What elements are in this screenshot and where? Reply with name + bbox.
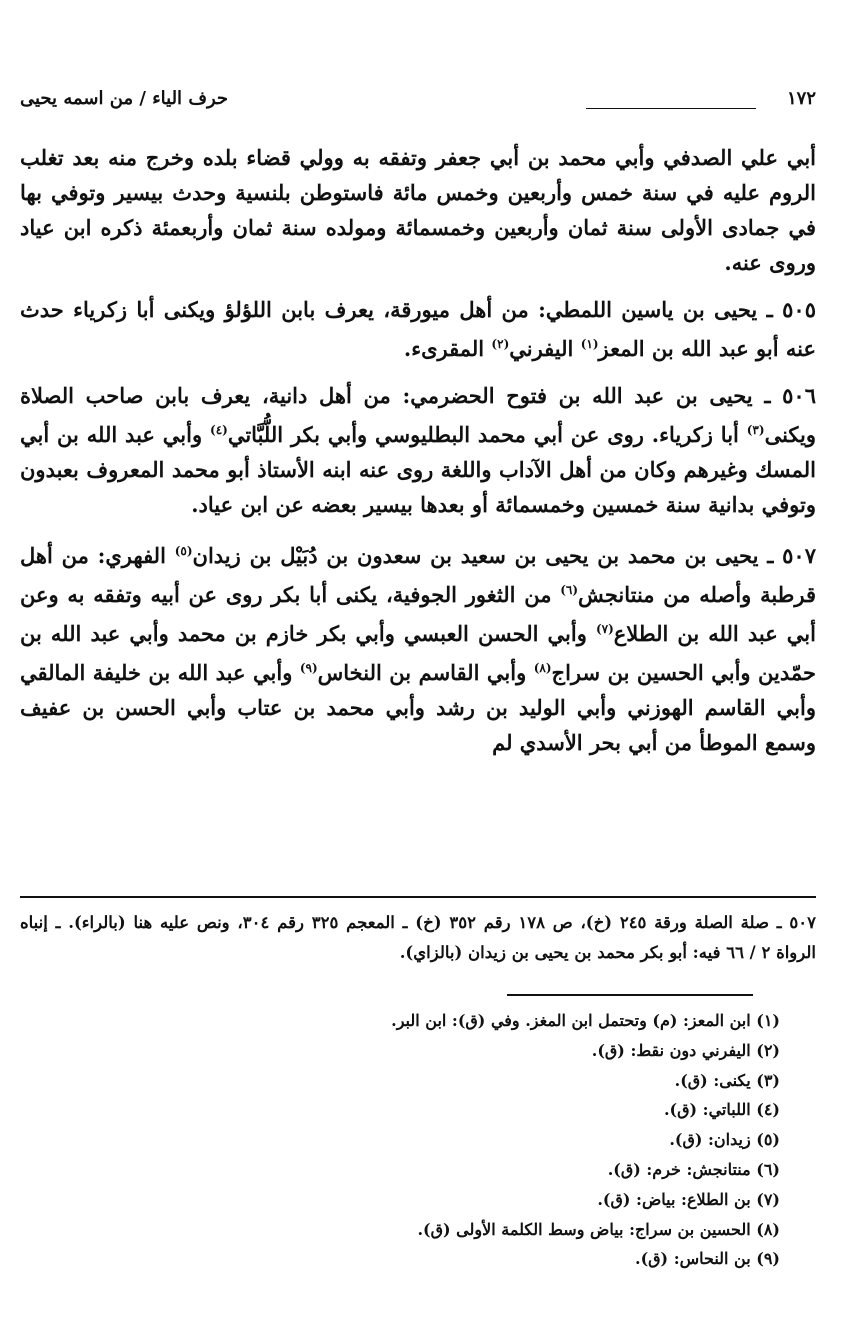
source-note: ٥٠٧ ـ صلة الصلة ورقة ٢٤٥ (خ)، ص ١٧٨ رقم ٣٥٢ (خ) ـ المعجم ٣٢٥ رقم ٣٠٤، ونص عليه هنا (بالراء). ـ إنباه الرواة ٢ / ٦٦ فيه: أبو بكر محمد بن يحيى بن زيدان (بالزاي). [20,913,816,962]
footnote-9: (٩) بن النحاس: (ق). [635,1249,780,1269]
footnote-5: (٥) زيدان: (ق). [669,1130,780,1150]
footnote-2: (٢) اليفرني دون نقط: (ق). [591,1040,780,1060]
entry-text: وأبي القاسم بن النخاس [317,660,534,685]
footnote-7: (٧) بن الطلاع: بياض: (ق). [597,1189,780,1209]
entry-506 [20,378,816,522]
footnote-1: (١) ابن المعز: (م) وتحتمل ابن المغز. وفي (ق): ابن البر. [391,1011,780,1030]
entry-text: من الثغور الجوفية، يكنى أبا بكر روى عن أبيه وتفقه به وعن أبي عبد الله بن الطلاع [20,582,816,646]
footnote-marker: (٢) [491,337,510,351]
entry-text: وأبي عبد الله بن أبي المسك وغيرهم وكان من أهل الآداب واللغة روى عنه ابنه الأستاذ أبو محمد المعروف بعبدون وتوفي بدانية سنة خمسين وخمسمائة أو بعدها بيسير بعضه عن ابن عياد. [20,422,816,517]
paragraph-continuation: أبي علي الصدفي وأبي محمد بن أبي جعفر وتفقه به وولي قضاء بلده وخرج منه بعد تغلب الروم عليه في سنة خمس وأربعين وخمس مائة فاستوطن بلنسية وحدث بيسير وتوفي بها في جمادى الأولى سنة ثمان وأربعين وخمسمائة ومولده سنة ثمان وأربعمئة ذكره ابن عياد وروى عنه. [20,145,816,275]
page-header [20,88,816,118]
entry-text: ٥٠٦ ـ يحيى بن عبد الله بن فتوح الحضرمي: من أهل دانية، يعرف بابن صاحب الصلاة ويكنى [20,383,816,447]
footnote-marker: (٣) [746,423,765,437]
footnote-marker: (٧) [595,622,614,636]
footnote-marker: (٥) [174,544,193,558]
footnote-marker: (٩) [299,661,318,675]
entry-text: ٥٠٥ ـ يحيى بن ياسين اللمطي: من أهل ميورقة، يعرف بابن اللؤلؤ ويكنى أبا زكرياء حدث عنه أبو عبد الله بن المعز [20,297,816,361]
page-number: ١٧٢ [786,88,816,109]
footnote-4: (٤) اللباتي: (ق). [663,1100,780,1120]
footnotes-list [60,1006,780,1274]
entry-text: وأبي الحسن العبسي وأبي بكر خازم بن محمد وأبي عبد الله بن حمّدين وأبي الحسين بن سراج [20,621,816,685]
entry-text: وأبي عبد الله بن خليفة المالقي وأبي القاسم الهوزني وأبي الوليد بن رشد وأبي محمد بن عتاب وأبي الحسن بن عفيف وسمع الموطأ من أبي بحر الأسدي لم [20,660,816,755]
entry-507 [20,534,816,760]
entry-text: ٥٠٧ ـ يحيى بن محمد بن يحيى بن سعيد بن سعدون بن دُبَيْل بن زيدان [192,543,816,568]
entry-505 [20,292,816,366]
entry-text: المقرىء. [403,336,492,361]
footnote-marker: (٤) [210,423,228,437]
main-text [20,140,816,772]
footnote-marker: (٦) [560,583,579,597]
entry-text: اليفرني [509,336,581,361]
header-rule [586,108,756,109]
footnote-6: (٦) منتانجش: خرم: (ق). [607,1159,780,1179]
running-title: حرف الياء / من اسمه يحيى [20,88,229,109]
footnote-marker: (٨) [533,661,552,675]
entry-text: أبا زكرياء. روى عن أبي محمد البطليوسي وأبي بكر اللُّبَّاتي [227,422,747,447]
footnote-3: (٣) يكنى: (ق). [674,1070,780,1090]
footnotes-rule [507,994,753,996]
entry-text: الفهري: من أهل قرطبة وأصله من منتانجش [20,543,816,607]
footnote-8: (٨) الحسين بن سراج: بياض وسط الكلمة الأولى (ق). [417,1219,780,1239]
footnote-marker: (١) [580,337,599,351]
main-footnote-divider [20,896,816,898]
